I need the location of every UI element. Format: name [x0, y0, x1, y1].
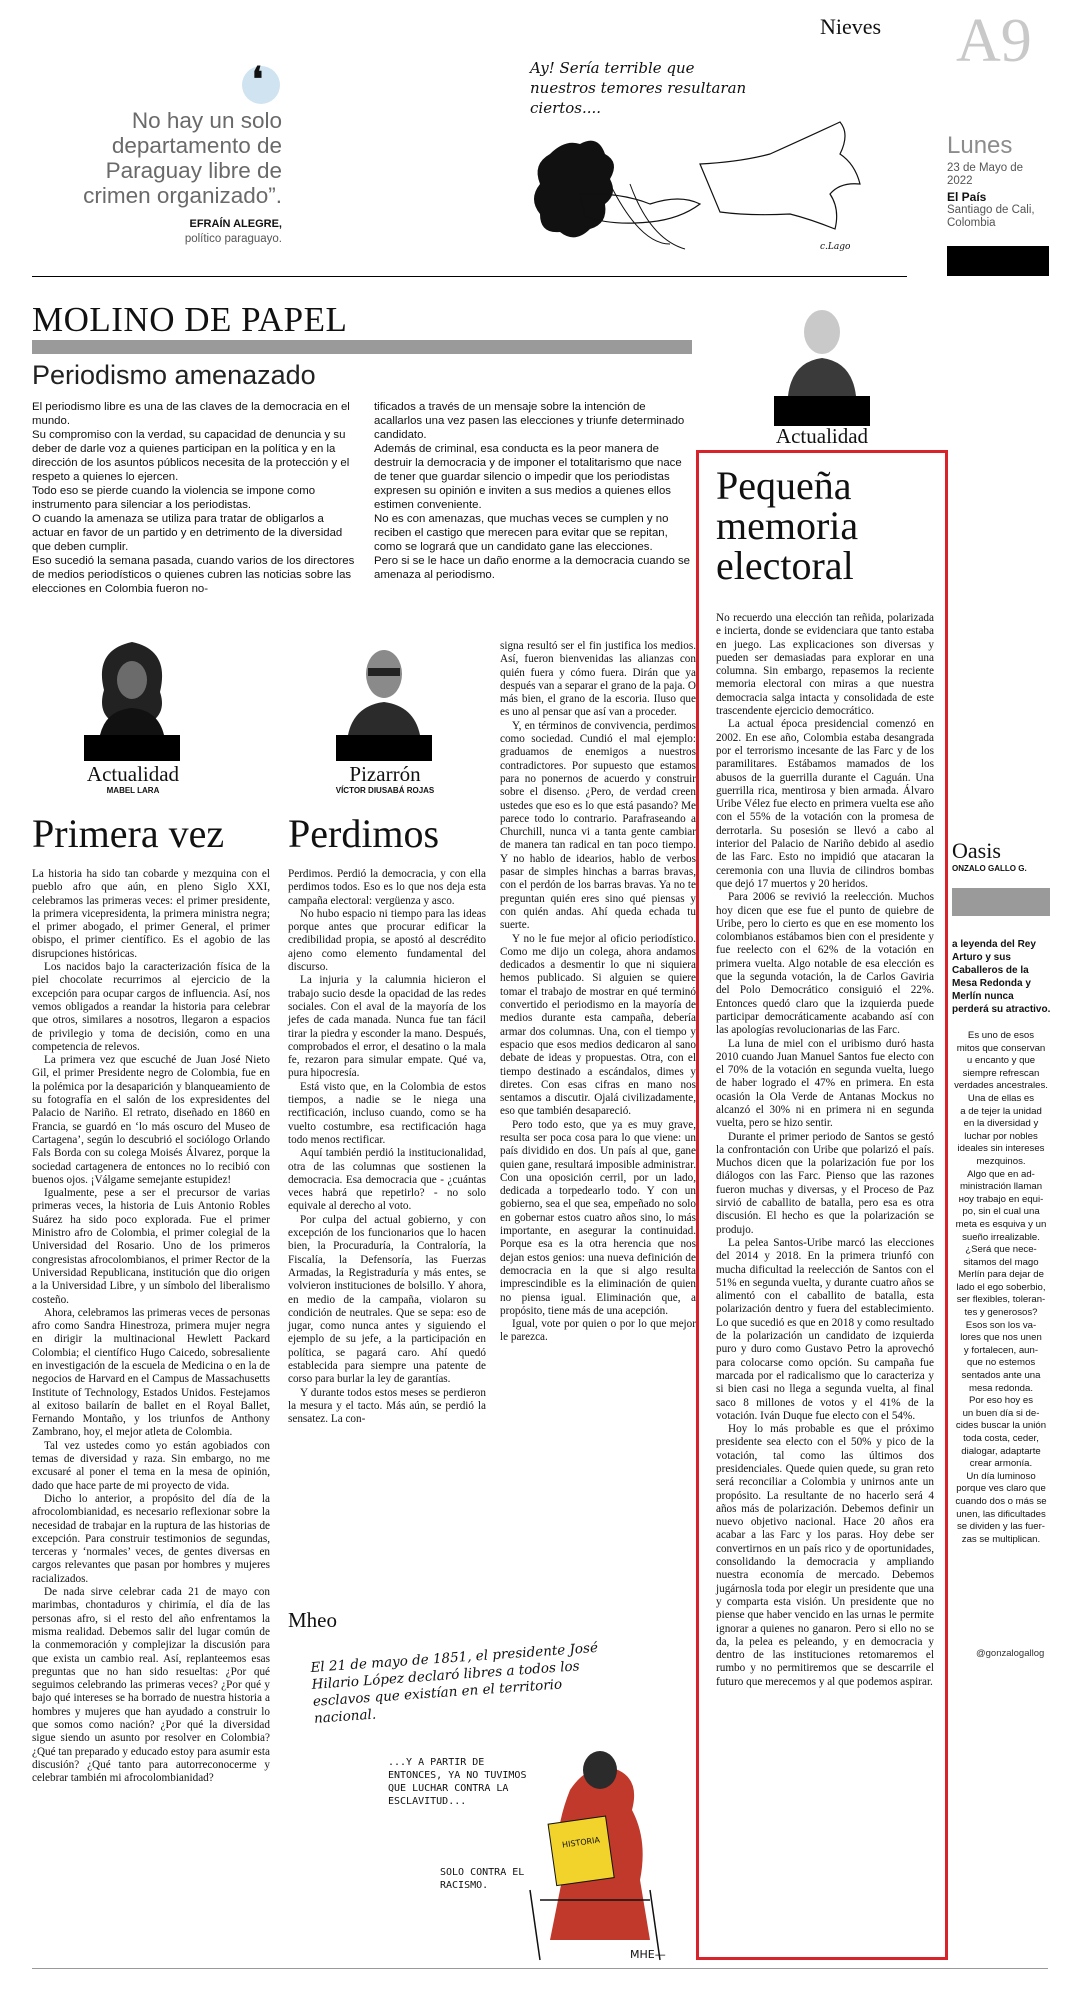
paper-label: El País — [947, 190, 987, 204]
column-title-lara: Primera vez — [32, 811, 225, 856]
oasis-line: luchar por nobles — [964, 1130, 1038, 1142]
column-paragraph: Durante el primer periodo de Santos se gestó la confrontación con Uribe que polarizó el país. Muchos dicen que la polarización fue por los diálogos con las Farc. Pienso que las razones fueron muchas y diversas, y el Proceso de Paz sirvió de caballito de batalla, pero esa es otra discusión. El hecho es que la polarización se produjo. — [716, 1130, 934, 1236]
oasis-line: unen, las dificultades — [956, 1508, 1046, 1520]
editorial-paragraph: El periodismo libre es una de las claves de la democracia en el mundo. — [32, 401, 350, 427]
mheo-signature: MHE— — [630, 1948, 666, 1961]
oasis-line: un buen día si de- — [962, 1407, 1040, 1419]
top-cartoon-signature: c.Lago — [820, 242, 851, 252]
column-title-diusaba: Perdimos — [288, 811, 440, 856]
column-body-diusaba — [288, 868, 486, 1426]
column-paragraph: Para 2006 se revivió la reelección. Muchos hoy dicen que ese fue el punto de quiebre de Uribe, pero lo cierto es que en ese momento los colombianos estábamos bien con el presidente y fue reelecto con el 62% de la votación en primera vuelta. Algo notable de esa elección es que la segunda votación, la de Carlos Gaviria del Polo Democrático consiguió el 22%. Entonces quedó claro que la izquierda puede participar democráticamente acabando así con las apologías revolucionarias de las Farc. — [716, 891, 934, 1037]
column-body-gomez — [716, 612, 934, 1689]
column-paragraph: La historia ha sido tan cobarde y mezquina con el pueblo afro que aún, en pleno Siglo XXI, celebramos las primeras veces: el primer presidente, la primera vicepresidenta, la primera ministra negra; el primer abogado, el primer General, el primer obispo, el primer científico. Es el agobio de las disrupciones históricas. — [32, 868, 270, 960]
column-section-lara: Actualidad — [86, 762, 180, 786]
oasis-line: ideales sin intereses — [957, 1143, 1045, 1155]
column-paragraph: No hubo espacio ni tiempo para las ideas porque antes que procurar edificar la credibilidad propia, se apostó al descrédito ajeno como elemento fundamental del discurso. — [288, 907, 486, 974]
oasis-line: dialogar, adaptarte — [961, 1445, 1041, 1457]
editorial-paragraph: Su compromiso con la verdad, su capacidad de denuncia y su deber de darle voz a quienes participan en la política y en la dirección de los asuntos públicos necesita de la protección y el respeto a quienes lo ejercen. — [32, 429, 350, 483]
editorial-banner: MOLINO DE PAPEL — [32, 300, 348, 339]
oasis-line: ноу trabajo en equi- — [958, 1193, 1044, 1205]
column-body-diusaba-cont — [500, 640, 696, 1345]
oasis-line: Algo que en ad- — [967, 1168, 1035, 1180]
oasis-line: sitamos del mago — [963, 1256, 1039, 1268]
oasis-line: que no estemos — [966, 1357, 1036, 1369]
oasis-lead: a leyenda del Rey Arturo y sus Caballeros de la Mesa Redonda y Merlín nunca perderá su atractivo. — [952, 939, 1051, 1015]
oasis-line: Una de ellas es — [967, 1092, 1035, 1104]
date-box — [947, 132, 1067, 230]
column-paragraph: Y, en términos de convivencia, perdimos como sociedad. Cundió el mal ejemplo: graduamos de enemigos a nuestros contradictores. Por supuesto que estamos para no ponernos de acuerdo y construir sobre el disenso. ¿Pero, de verdad creen ustedes que eso es lo que está pasando? Me parece todo lo contrario. Parafraseando a Churchill, nunca vi a tanta gente cambiar de manera tan radical en tan poco tiempo. Y no hablo de idearios, hablo de verbos pasar de simples hinchas a barras bravas, con el perdón de los barras bravas. Ya no te preguntan quién eres sino qué piensas y con quién andas. Ahí queda echada tu suerte. — [500, 719, 696, 932]
mheo-bubble-1: ...Y A PARTIR DE ENTONCES, YA NO TUVIMOS QUE LUCHAR CONTRA LA ESCLAVITUD... — [388, 1757, 527, 1807]
quote-text: No hay un solo departamento de Paraguay libre de crimen organizado”. — [83, 108, 282, 208]
day-label: Lunes — [947, 132, 1013, 159]
column-paragraph: De nada sirve celebrar cada 21 de mayo con marimbas, chontaduros y chirimía, el día de las personas afro, si el resto del año enfrentamos la misma realidad. Debemos salir del lugar común de la conmemoración y complejizar la discusión para que exista un cambio real. Así, replanteemos esas preguntas que no han sido resueltas: ¿Por qué seguimos celebrando las primeras veces? ¿Por qué y bajo qué intereses se ha borrado de nuestra historia a hombres y mujeres que han ayudado a construir lo que somos como nación? ¿Por qué la diversidad sigue siendo un asunto por resolver en Colombia? ¿Qué tan preparado y educado estoy para asumir esta discusión? ¿Qué tanto para autorreconocerme y celebrar también mi afrocolombianidad? — [32, 1586, 270, 1785]
oasis-line: y fortalecen, aun- — [963, 1344, 1039, 1356]
oasis-line: ser flexibles, toleran- — [956, 1294, 1046, 1306]
oasis-line: mesa redonda. — [969, 1382, 1033, 1394]
top-cartoon-text: Ay! Sería terrible que nuestros temores resultaran ciertos.... — [530, 59, 747, 117]
column-author-diusaba: VÍCTOR DIUSABÁ ROJAS — [335, 786, 435, 795]
column-paragraph: La luna de miel con el uribismo duró hasta 2010 cuando Juan Manuel Santos fue electo con el 70% de la votación en segunda vuelta, luego de haber logrado el 47% en primera. En esta ocasión la Ola Verde de Antanas Mockus no alcanzó el 30% ni en primera ni en segunda vuelta, pero se hizo sentir. — [716, 1037, 934, 1130]
column-paragraph: La injuria y la calumnia hicieron el trabajo sucio desde la opacidad de las redes sociales. Con el aval de la mayoría de los jefes de cada manada. Nunca fue tan fácil tirar la piedra y esconder la mano. Después, comprobados el error, el desatino o la mala fe, rezaron para simular empate. Qué va, pura hipocresía. — [288, 974, 486, 1080]
column-paragraph: Y durante todos estos meses se perdieron la mesura y el tacto. Más aún, se perdió la sensatez. La con- — [288, 1386, 486, 1426]
column-author-lara: MABEL LARA — [106, 786, 160, 795]
editorial-paragraph: Eso sucedió la semana pasada, cuando varios de los directores de medios periodísticos o quienes cubren las noticias sobre las elecciones en Colombia fueron no- — [32, 555, 355, 595]
column-paragraph: No recuerdo una elección tan reñida, polarizada e incierta, donde se evidenciara que tanto estaba en juego. Las explicaciones son diversas y pueden ser demasiadas para explorar en una columna. Sin embargo, repasemos la reciente memoria electoral con miras a que nuestra democracia salga intacta y consolidada de este trascendente ejercicio democrático. — [716, 612, 934, 718]
column-paragraph: Por culpa del actual gobierno, y con excepción de los funcionarios que lo hacen bien, la Procuraduría, la Contraloría, la Fiscalía, la Defensoría, las Fuerzas Armadas, la Registraduría y más entes, se volvieron instituciones de bolsillo. Y ahora, en medio de la campaña, violaron su condición de neutrales. Que se sepa: eso de jugar, como nunca antes y siguiendo el ejemplo de su jefe, a la participación en política, se pagará caro. Ahí quedó establecida para siempre una patente de corso para burlar la ley de garantías. — [288, 1213, 486, 1386]
oasis-line: Esos son los va- — [965, 1319, 1037, 1331]
column-paragraph: signa resultó ser el fin justifica los medios. Así, fueron bienvenidas las alianzas con quién fuera y cómo fuera. Dirán que ya después van a separar el grano de la paja. O más bien, el grano de la escoria. Iluso que es uno al pensar que así van a proceder. — [500, 640, 696, 719]
quote-mark-icon: ❛ — [252, 62, 263, 99]
column-author-oasis: ONZALO GALLO G. — [952, 864, 1027, 873]
column-paragraph: Tal vez ustedes como yo están agobiados con temas de diversidad y raza. Sin embargo, no me excusaré al poner el tema en la mesa de opinión, dado que hace parte de mi proyecto de vida. — [32, 1439, 270, 1492]
oasis-line: lado el ego soberbio, — [956, 1281, 1046, 1293]
oasis-line: siempre refrescan — [962, 1067, 1040, 1079]
oasis-line: cuando dos o más se — [955, 1495, 1047, 1507]
quote-author: EFRAÍN ALEGRE, — [189, 218, 282, 230]
oasis-line: ministración llaman — [959, 1181, 1043, 1193]
cartoon-label: Mheo — [288, 1608, 337, 1632]
editorial-paragraph: tificados a través de un mensaje sobre la intención de acallarlos una vez pasen las elecciones y triunfe determinado candidato. — [374, 401, 685, 441]
author-photo-diusaba — [336, 630, 432, 735]
column-paragraph: Dicho lo anterior, a propósito del día de la afrocolombianidad, es necesario reflexionar sobre la necesidad de trabajar en la ruptura de las historias de excepción. Para construir testimonios de segundas, terceras y ‘normales’ veces, de gentes diversas en cargos relevantes que pasan por hombres y mujeres racializados. — [32, 1492, 270, 1585]
city-label: Santiago de Cali, Colombia — [947, 204, 1035, 229]
oasis-line: cides buscar la unión — [955, 1420, 1047, 1432]
mheo-cartoon — [300, 1640, 700, 1970]
editorial-paragraph: Además de criminal, esa conducta es la peor manera de destruir la democracia y de imponer el totalitarismo que nace de tener que guardar silencio o impedir que los periodistas expresen su opinión e inviten a sus medios a quienes ellos estimen conveniente. — [374, 443, 682, 511]
column-section-diusaba: Pizarrón — [349, 762, 421, 786]
oasis-line: mitos que conservan — [956, 1042, 1046, 1054]
oasis-line: zas se multiplican. — [961, 1533, 1041, 1545]
editorial-grey-bar — [32, 340, 692, 354]
oasis-line: a de tejer la unidad — [960, 1105, 1042, 1117]
oasis-line: verdades ancestrales. — [954, 1080, 1048, 1092]
oasis-handle: @gonzalogallog — [976, 1648, 1045, 1659]
oasis-line: sentados ante una — [961, 1370, 1041, 1382]
editorial-paragraph: Pero si se le hace un daño enorme a la democracia cuando se amenaza al periodismo. — [374, 555, 690, 581]
quote-role: político paraguayo. — [184, 233, 282, 245]
date-label: 23 de Mayo de 2022 — [947, 162, 1024, 187]
column-paragraph: Aquí también perdió la institucionalidad, otra de las columnas que sostienen la democracia. Esa democracia que - ¿cuántas veces habrá que repetirlo? - no solo equivale al derecho al voto. — [288, 1147, 486, 1213]
editorial-paragraph: No es con amenazas, que muchas veces se cumplen y no reciben el castigo que merecen para evitar que se repitan, como se logrará que un candidato gane las elecciones. — [374, 513, 669, 553]
oasis-line: mezquinos. — [976, 1155, 1026, 1167]
top-cartoon — [510, 44, 912, 266]
oasis-line: toda costa, ceder, — [963, 1433, 1039, 1444]
column-paragraph: Y no le fue mejor al oficio periodístico. Como me dijo un colega, ahora andamos dedicados a desmentir lo que ni siquiera hemos publicado. Si alguien se quiere tomar el trabajo de mostrar en qué terminó convertido el periodismo en la mayoría de medios durante esta campaña, debería armar dos columnas. Una, con el tiempo y espacio que esos medios dedicaron al sano debate de ideas y propuestas. Otra, con el tiempo destinado a escándalos, dimes y diretes. Con esas cifras en mano nos sentamos a discutir. Ojalá civilizadamente, eso que también desapareció. — [500, 932, 696, 1118]
top-divider — [32, 276, 907, 277]
column-paragraph: Ahora, celebramos las primeras veces de personas afro como Sandra Hinestroza, primera mujer negra en dirigir la multinacional Hewlett Packard Colombia; el científico Hugo Caicedo, sobresaliente en investigación de la escuela de Medicina o en la de negocios de Harvard en el Campus de Massachusetts Institute of Technology, Estados Unidos. Festejamos al exitoso bailarín de ballet en el Royal Ballet, Fernando Montaño, y los triunfos de Anthony Zambrano, hoy, el mejor atleta de Colombia. — [32, 1306, 270, 1439]
column-body-lara — [32, 868, 270, 1785]
column-paragraph: Está visto que, en la Colombia de estos tiempos, a nadie se le niega una rectificación, incluso cuando, como se ha vuelto costumbre, esa rectificación haga todo menos rectificar. — [288, 1080, 486, 1146]
oasis-line: tes y generosos? — [964, 1307, 1038, 1319]
column-paragraph: Igual, vote por quien o por lo que mejor le parezca. — [500, 1318, 696, 1344]
column-paragraph: La primera vez que escuché de Juan José Nieto Gil, el primer Presidente negro de Colombia, fue en la polémica por la desaparición y blanqueamiento de su fotografía en el salón de los expresidentes del Palacio de Nariño. El retrato, diseñado en 1860 en Francia, se guardó en ‘lo más oscuro del Museo de Cartagena’, según lo descubrió el sociólogo Orlando Fals Borda con su colega Moisés Álvarez, porque la sociedad cartagenera de entonces no lo recibió con buenos ojos. ¡Válgame semejante estupidez! — [32, 1054, 270, 1186]
oasis-line: lores que nos unen — [960, 1332, 1042, 1344]
oasis-line: po, sin el cual una — [962, 1206, 1040, 1218]
editorial-paragraph: Todo eso se pierde cuando la violencia se impone como instrumento para silenciar a los periodistas. — [32, 485, 316, 511]
oasis-line: en la diversidad y — [963, 1118, 1039, 1130]
oasis-line: Merlín para dejar de — [958, 1269, 1044, 1281]
oasis-line: Es uno de esos — [967, 1030, 1035, 1041]
column-paragraph: Pero todo esto, que ya es muy grave, resulta ser poca cosa para lo que viene: un país dividido en dos. Un país al que, gane quien gane, resultará imposible administrar. Con una oposición cerril, por un lado, dedicada a torpedearlo todo. Y con un gobierno, sea el que sea, empeñado no solo en gobernar estos cuatro años sino, lo más importante, en asegurar la continuidad. Porque esa es la otra herencia que nos dejan estos genios: una nueva definición de democracia en la que si algo resulta imprescindible es la eliminación de quien no piensa igual. Eliminación que, a propósito, tiene más de una acepción. — [500, 1118, 696, 1317]
mheo-bubble-2: SOLO CONTRA EL RACISMO. — [440, 1867, 525, 1891]
oasis-line: sueño irrealizable. — [962, 1231, 1040, 1243]
oasis-line: ¿Será que nece- — [965, 1244, 1037, 1256]
oasis-line: se dividen y las fuer- — [957, 1521, 1045, 1533]
oasis-line: meta es esquiva y un — [955, 1218, 1047, 1230]
oasis-body — [948, 1030, 1054, 1546]
oasis-grey-bar — [952, 888, 1050, 916]
bottom-rule — [32, 1968, 1048, 1969]
author-black-bar-diusaba — [336, 735, 432, 761]
column-section-oasis: Oasis — [952, 838, 1001, 863]
editorial-col1 — [32, 400, 358, 596]
mheo-book-label: HISTORIA — [561, 1835, 601, 1850]
column-paragraph: Igualmente, pese a ser el precursor de varias primeras veces, la historia de Luis Antonio Robles Suárez ha sido poco explorada. Fue el primer Ministro afro de Colombia, el primer colegial de la Universidad del Rosario. Uno de los primeros congresistas afrocolombianos, el primer Rector de la Universidad Republicana, institución que dio origen a la Universidad Libre, y un símbolo del liberalismo costeño. — [32, 1187, 270, 1306]
oasis-line: Un día luminoso — [966, 1470, 1036, 1482]
oasis-line: u encanto y que — [966, 1055, 1036, 1067]
column-paragraph: Los nacidos bajo la caracterización física de la piel chocolate recurrimos al ejercicio de la excepción para ocupar cargos de influencia. Así, nos vemos obligados a reandar la historia para celebrar que otros, similares a nosotros, llegaron a espacios de privilegio y toma de decisión, como en una competencia de relevos. — [32, 961, 270, 1053]
editorial-paragraph: O cuando la amenaza se utiliza para tratar de obligarlos a actuar en favor de un partido y en detrimento de la diversidad que deben cumplir. — [32, 513, 343, 553]
author-photo-gomez — [774, 296, 870, 396]
header-black-bar — [947, 246, 1049, 276]
editorial-title: Periodismo amenazado — [32, 360, 316, 390]
column-section-gomez: Actualidad — [775, 424, 869, 448]
author-photo-lara — [84, 630, 180, 735]
section-name: Nieves — [820, 14, 882, 39]
author-black-bar-lara — [84, 735, 180, 761]
page-number: A9 — [956, 7, 1032, 75]
column-paragraph: La pelea Santos-Uribe marcó las elecciones del 2014 y 2018. En la primera triunfó con mucha dificultad la reelección de Santos con el 51% en segunda vuelta, y durante cuatro años se alimentó con el caballito de batalla, esta polarización dentro y fuera del establecimiento. Lo que sucedió es que en 2018 y como resultado de la polarización un candidato de izquierda puro y duro como Gustavo Petro la aprovechó para colocarse como opción. Su campaña fue marcada por el radicalismo que lo caracteriza y si bien casi no llega a segunda vuelta, al final saco 8 millones de votos y el 41% de la votación. Iván Duque fue electo con el 54%. — [716, 1236, 934, 1422]
mheo-caption: El 21 de mayo de 1851, el presidente José Hilario López declaró libres a todos los esclavos que existían en el territorio nacional. — [310, 1639, 599, 1727]
oasis-line: porque ves claro que — [956, 1483, 1046, 1495]
column-title-gomez: Pequeña memoria electoral — [716, 463, 859, 588]
editorial-col2 — [374, 400, 696, 582]
oasis-line: Por eso hoy es — [969, 1395, 1033, 1407]
column-paragraph: Perdimos. Perdió la democracia, y con ella perdimos todos. Eso es lo que nos deja esta campaña electoral: vergüenza y asco. — [288, 868, 486, 907]
oasis-line: crear armonía. — [969, 1458, 1033, 1470]
author-black-bar-gomez — [774, 396, 870, 426]
column-paragraph: La actual época presidencial comenzó en 2002. En ese año, Colombia estaba desangrada por el terrorismo incesante de las Farc y de los paramilitares. Estábamos mamados de los abusos de la guerrilla durante el Caguán. Una guerrilla rica, mentirosa y bien armada. Álvaro Uribe Vélez fue electo en primera vuelta ese año con el 55% de la votación con la promesa de derrotarla. Su posesión se llevó a cabo al interior del Palacio de Nariño debido al asedio de las Farc. Esto no impidió que atacaran la ceremonia con una lluvia de cilindros bombas que dejó 17 muertos y 20 heridos. — [716, 718, 934, 890]
column-paragraph: Hoy lo más probable es que el próximo presidente sea electo con el 50% y pico de la votación, tal como las últimos dos presidenciales. Quede quien quede, su gran reto será reconciliar a Colombia y unirnos ante un propósito. La resultante de no hacerlo será 4 años más de polarización. Debemos definir un nuevo objetivo nacional. Hace 20 años era acabar a las Farc y los paras. Hoy debe ser convertirnos en un país rico y de oportunidades, consolidando la democracia y ampliando nuestra economía de mercado. Debemos jugárnosla toda por elegir un presidente que una y comparta esta visión. Un presidente que no piense que haber vencido en las urnas le permite ignorar a quienes no ganaron. Pero si ello no se da, la pelea es peleando, y en democracia y dentro de las instituciones retomaremos el rumbo y no permitiremos que se descarrile el futuro que merecemos y al que podemos aspirar. — [716, 1423, 934, 1688]
